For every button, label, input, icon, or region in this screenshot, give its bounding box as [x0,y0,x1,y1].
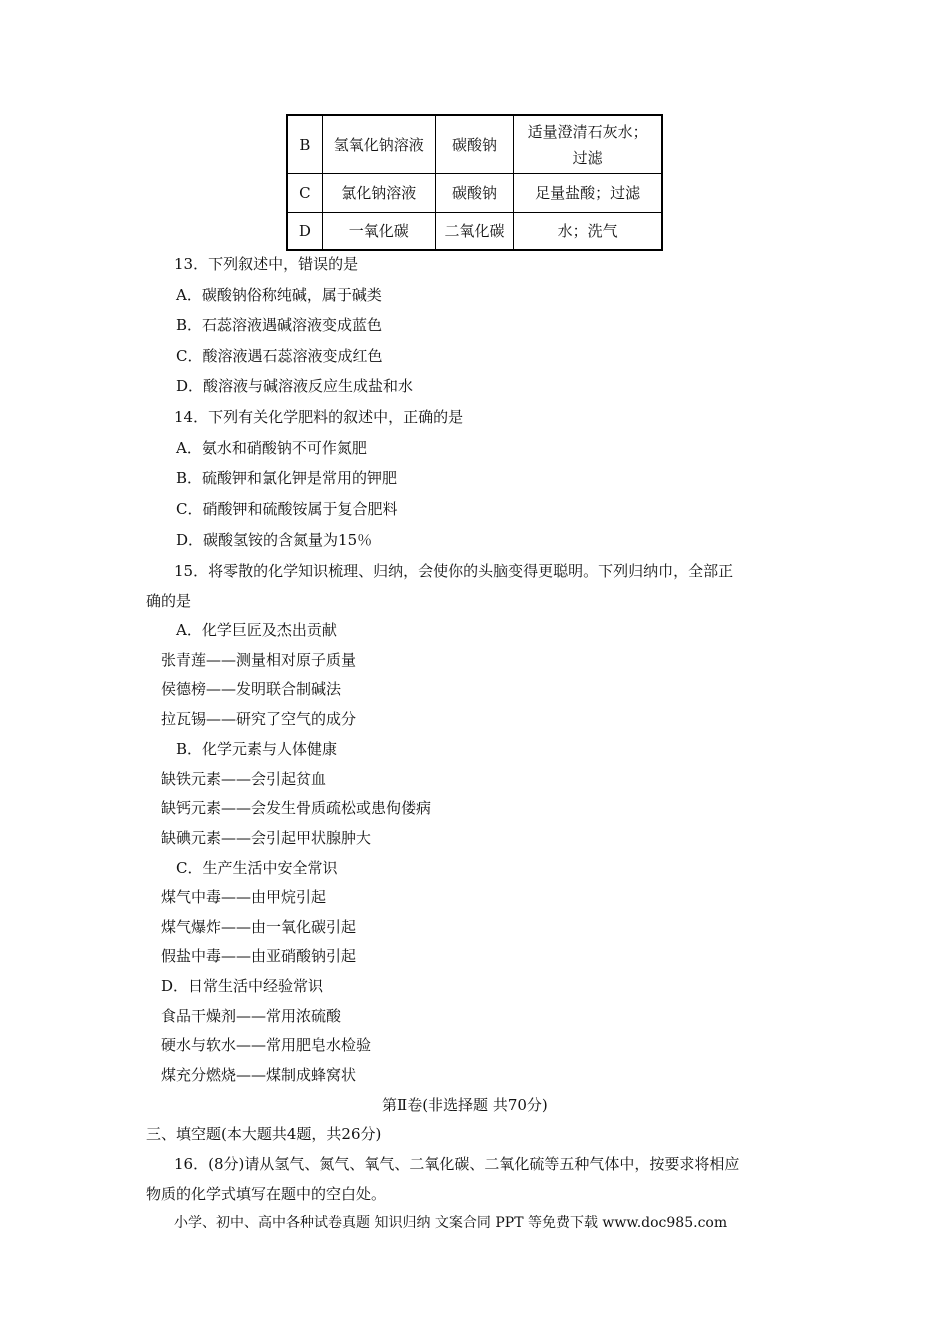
q15-option-c: C．生产生活中安全常识 [176,859,338,877]
substance-cell: 一氧化碳 [322,213,435,251]
method-cell: 水；洗气 [514,213,662,251]
impurity-cell: 二氧化碳 [435,213,513,251]
q14-option-b: B．硫酸钾和氯化钾是常用的钾肥 [176,469,398,487]
table-row [287,174,662,213]
row-label: B [287,115,322,174]
method-line-2: 过滤 [572,148,603,167]
q15-b-item: 缺铁元素——会引起贫血 [161,770,327,788]
q15-a-item: 张青莲——测量相对原子质量 [161,651,357,669]
q13-option-b: B．石蕊溶液遇碱溶液变成蓝色 [176,316,383,334]
method-line-1: 适量澄清石灰水； [527,122,648,141]
method-cell [514,115,662,174]
q15-b-item: 缺钙元素——会发生骨质疏松或患佝偻病 [161,799,432,817]
q15-c-item: 假盐中毒——由亚硝酸钠引起 [161,947,357,965]
q15-c-item: 煤气中毒——由甲烷引起 [161,888,327,906]
part-heading: 三、填空题(本大题共4题，共26分) [146,1125,382,1143]
q15-a-item: 侯德榜——发明联合制碱法 [161,680,342,698]
question-13: 13．下列叙述中，错误的是 [174,255,359,273]
q15-d-item: 食品干燥剂——常用浓硫酸 [161,1007,342,1025]
question-15-cont: 确的是 [146,592,192,610]
row-label: C [287,174,322,213]
table-row [287,213,662,251]
q15-c-item: 煤气爆炸——由一氧化碳引起 [161,918,357,936]
q14-option-a: A．氨水和硝酸钠不可作氮肥 [176,439,367,457]
q14-option-d: D．碳酸氢铵的含氮量为15％ [176,531,373,549]
substance-cell: 氢氧化钠溶液 [322,115,435,174]
q13-option-a: A．碳酸钠俗称纯碱，属于碱类 [176,286,382,304]
impurity-cell: 碳酸钠 [435,115,513,174]
q15-a-item: 拉瓦锡——研究了空气的成分 [161,710,357,728]
options-table [286,114,663,251]
q13-option-d: D．酸溶液与碱溶液反应生成盐和水 [176,377,414,395]
q15-option-b: B．化学元素与人体健康 [176,740,338,758]
impurity-cell: 碳酸钠 [435,174,513,213]
footer-text: 小学、初中、高中各种试卷真题 知识归纳 文案合同 PPT 等免费下载 www.doc985.com [174,1215,728,1231]
q15-d-item: 煤充分燃烧——煤制成蜂窝状 [161,1066,357,1084]
question-15: 15．将零散的化学知识梳理、归纳，会使你的头脑变得更聪明。下列归纳巾，全部正 [174,562,734,580]
table-row [287,115,662,174]
q14-option-c: C．硝酸钾和硫酸铵属于复合肥料 [176,500,398,518]
section-heading: 第Ⅱ卷(非选择题 共70分) [382,1096,548,1114]
q15-option-d: D．日常生活中经验常识 [161,977,324,995]
q15-option-a: A．化学巨匠及杰出贡献 [176,621,337,639]
q13-option-c: C．酸溶液遇石蕊溶液变成红色 [176,347,383,365]
question-16-cont: 物质的化学式填写在题中的空白处。 [146,1185,387,1203]
q15-d-item: 硬水与软水——常用肥皂水检验 [161,1036,372,1054]
substance-cell: 氯化钠溶液 [322,174,435,213]
row-label: D [287,213,322,251]
question-14: 14．下列有关化学肥料的叙述中，正确的是 [174,408,464,426]
question-16: 16．(8分)请从氢气、氮气、氧气、二氧化碳、二氧化硫等五种气体中，按要求将相应 [174,1155,740,1173]
method-cell: 足量盐酸；过滤 [514,174,662,213]
q15-b-item: 缺碘元素——会引起甲状腺肿大 [161,829,372,847]
